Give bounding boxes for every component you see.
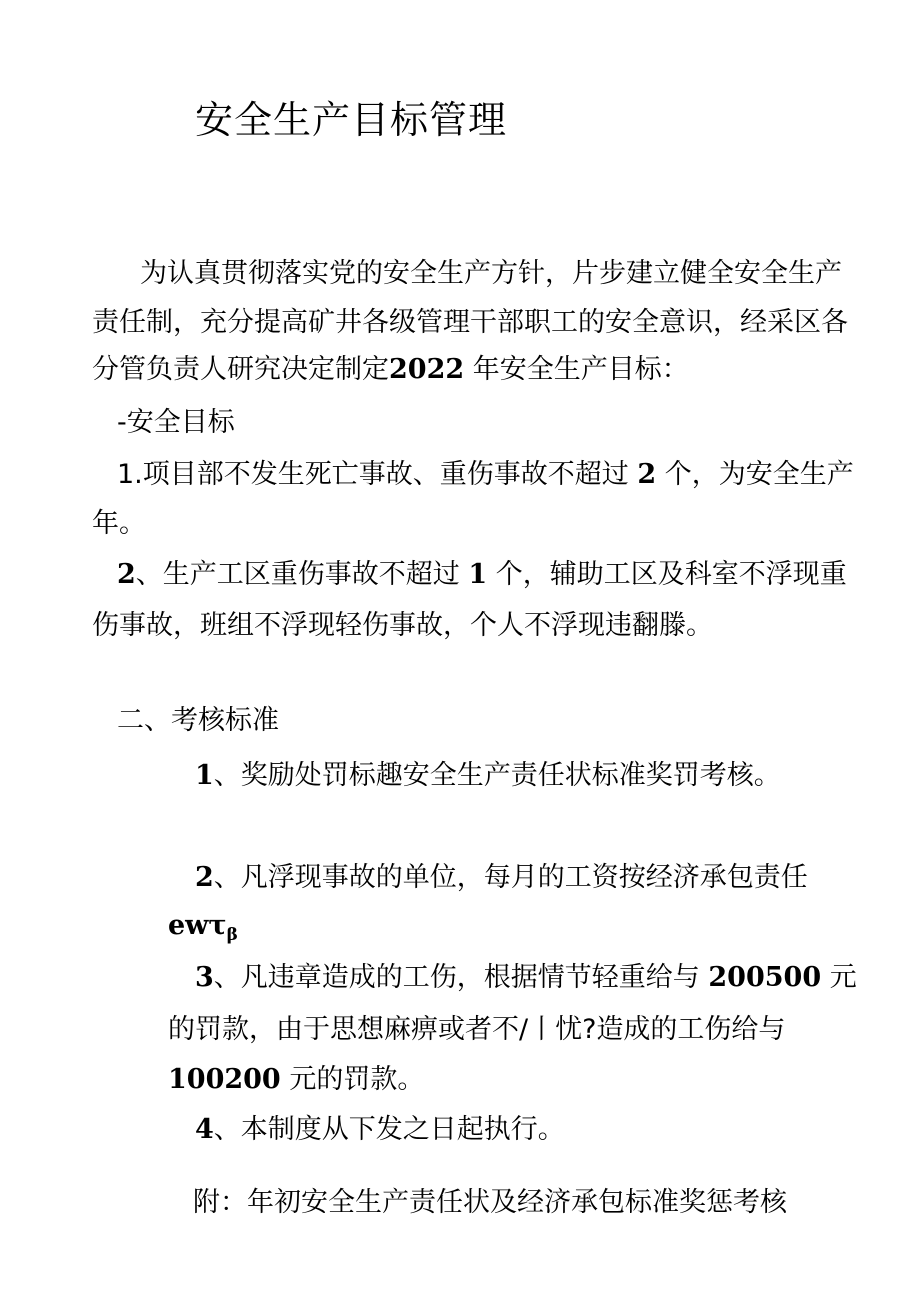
section2-item3-line3 — [168, 1060, 424, 1100]
item-number: 2 — [195, 862, 214, 893]
garbled-text: ewτ — [168, 910, 227, 941]
item-text: 1.项目部不发生死亡事故、重伤事故不超过 — [117, 459, 629, 490]
section2-item2-line1 — [195, 858, 808, 898]
penalty-amount-1: 200500 — [708, 962, 822, 993]
section2-item3-line1 — [195, 958, 857, 998]
item-text: 、凡浮现事故的单位，每月的工资按经济承包责任 — [213, 862, 808, 893]
appendix-text: 附：年初安全生产责任状及经济承包标准奖惩考核 — [193, 1187, 787, 1218]
item-text: 元的罚款。 — [289, 1064, 425, 1095]
item-count: 1 — [468, 559, 488, 590]
section2-heading — [117, 701, 279, 741]
item-number: 4 — [195, 1114, 214, 1145]
section-heading-text: 二、考核标准 — [117, 705, 279, 736]
section1-item1-line2 — [92, 504, 146, 544]
document-title: 安全生产目标管理 — [195, 98, 508, 142]
item-number: 1 — [195, 760, 214, 791]
item-text: 伤事故，班组不浮现轻伤事故，个人不浮现违翻滕。 — [92, 610, 713, 641]
section2-item1 — [195, 756, 781, 796]
intro-text: 年安全生产目标： — [472, 354, 689, 385]
intro-text: 分管负责人研究决定制定 — [92, 354, 389, 385]
garbled-subscript: β — [226, 925, 238, 945]
section-heading-text: -安全目标 — [117, 407, 235, 438]
section2-item4 — [195, 1110, 565, 1150]
item-text: 的罚款，由于思想麻痹或者不/丨忧?造成的工伤给与 — [168, 1014, 786, 1045]
intro-text: 为认真贯彻落实党的安全生产方针，片步建立健全安全生产 — [140, 258, 842, 289]
intro-year: 2022 — [389, 354, 465, 385]
item-text: 、奖励处罚标趣安全生产责任状标准奖罚考核。 — [213, 760, 781, 791]
section1-item2-line1 — [117, 555, 847, 595]
item-text: 、本制度从下发之日起执行。 — [213, 1114, 565, 1145]
section1-heading — [117, 403, 235, 443]
item-text: 个，辅助工区及科室不浮现重 — [495, 559, 847, 590]
item-text: 个，为安全生产 — [664, 459, 854, 490]
section1-item1-line1 — [117, 455, 854, 495]
section2-item3-line2 — [168, 1010, 785, 1050]
item-number: 2 — [117, 559, 136, 590]
item-text: 年。 — [92, 508, 146, 539]
item-text: 元 — [829, 962, 857, 993]
appendix-note — [193, 1183, 787, 1223]
item-text: 、生产工区重伤事故不超过 — [135, 559, 460, 590]
item-number: 3 — [195, 962, 214, 993]
item-count: 2 — [637, 459, 657, 490]
item-text: 、凡违章造成的工伤，根据情节轻重给与 — [213, 962, 700, 993]
intro-text: 责任制，充分提高矿井各级管理干部职工的安全意识，经采区各 — [92, 307, 848, 338]
penalty-amount-2: 100200 — [168, 1064, 281, 1095]
section2-item2-line2 — [168, 906, 238, 955]
section1-item2-line2 — [92, 606, 713, 646]
intro-line-2 — [92, 303, 848, 343]
intro-line-3 — [92, 350, 689, 390]
intro-line-1 — [140, 254, 842, 294]
